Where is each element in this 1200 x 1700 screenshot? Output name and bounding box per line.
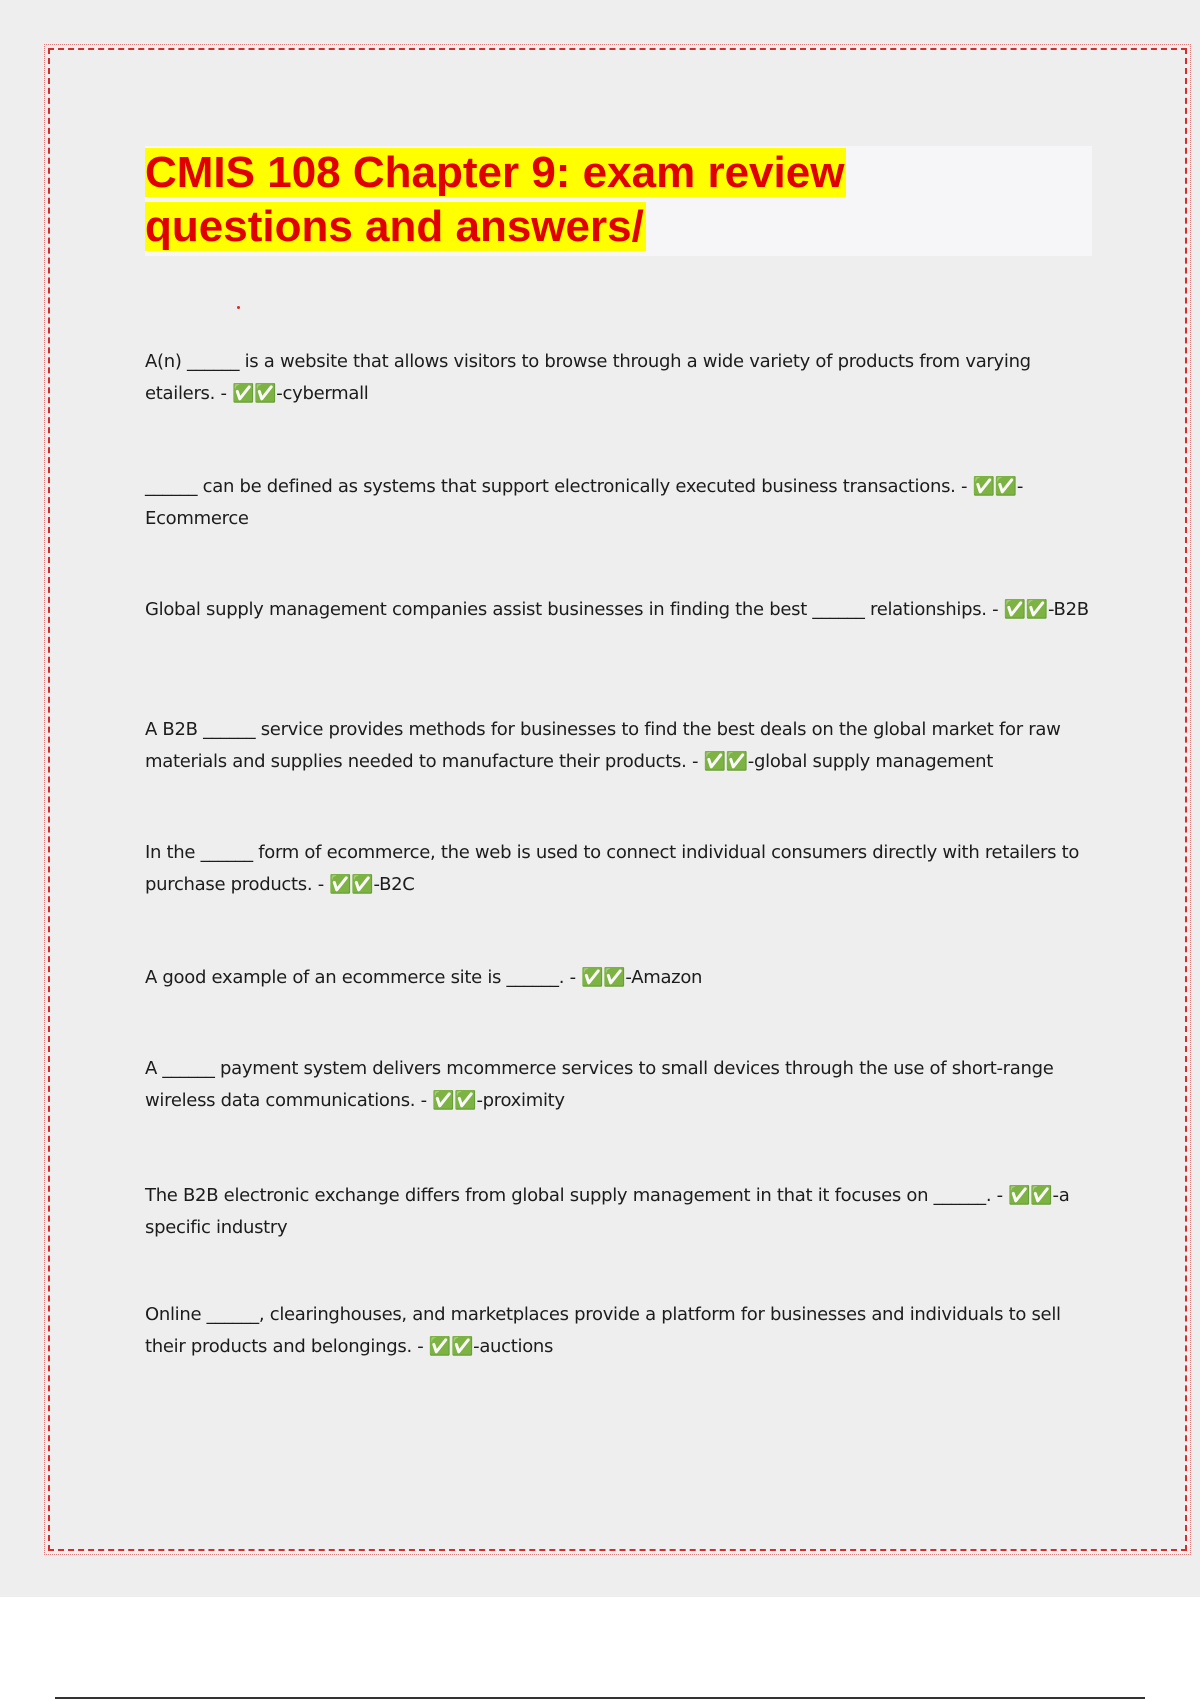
document-title-line-2: questions and answers/: [145, 202, 644, 251]
qa-item-9: Online ______, clearinghouses, and marketplaces provide a platform for businesses and individuals to sell their products and belongings. - ✅✅-auctions: [145, 1304, 1061, 1357]
red-dot-mark: [237, 306, 240, 309]
title-block: [145, 146, 1092, 256]
qa-item-3: Global supply management companies assist businesses in finding the best ______ relationships. - ✅✅-B2B: [145, 599, 1089, 620]
qa-item-6: A good example of an ecommerce site is ______. - ✅✅-Amazon: [145, 967, 703, 988]
footer-divider: [55, 1697, 1145, 1699]
qa-item-5: In the ______ form of ecommerce, the web is used to connect individual consumers directly with retailers to purchase products. - ✅✅-B2C: [145, 842, 1080, 895]
qa-item-2: ______ can be defined as systems that support electronically executed business transactions. - ✅✅-Ecommerce: [145, 476, 1024, 529]
document-title-line-1: CMIS 108 Chapter 9: exam review: [145, 148, 845, 197]
qa-item-1: A(n) ______ is a website that allows visitors to browse through a wide variety of products from varying etailers. - ✅✅-cybermall: [145, 351, 1031, 404]
qa-item-8: The B2B electronic exchange differs from global supply management in that it focuses on ______. - ✅✅-a specific industry: [145, 1185, 1070, 1238]
qa-item-7: A ______ payment system delivers mcommerce services to small devices through the use of short-range wireless data communications. - ✅✅-proximity: [145, 1058, 1054, 1111]
qa-item-4: A B2B ______ service provides methods for businesses to find the best deals on the global market for raw materials and supplies needed to manufacture their products. - ✅✅-global supply management: [145, 719, 1061, 772]
